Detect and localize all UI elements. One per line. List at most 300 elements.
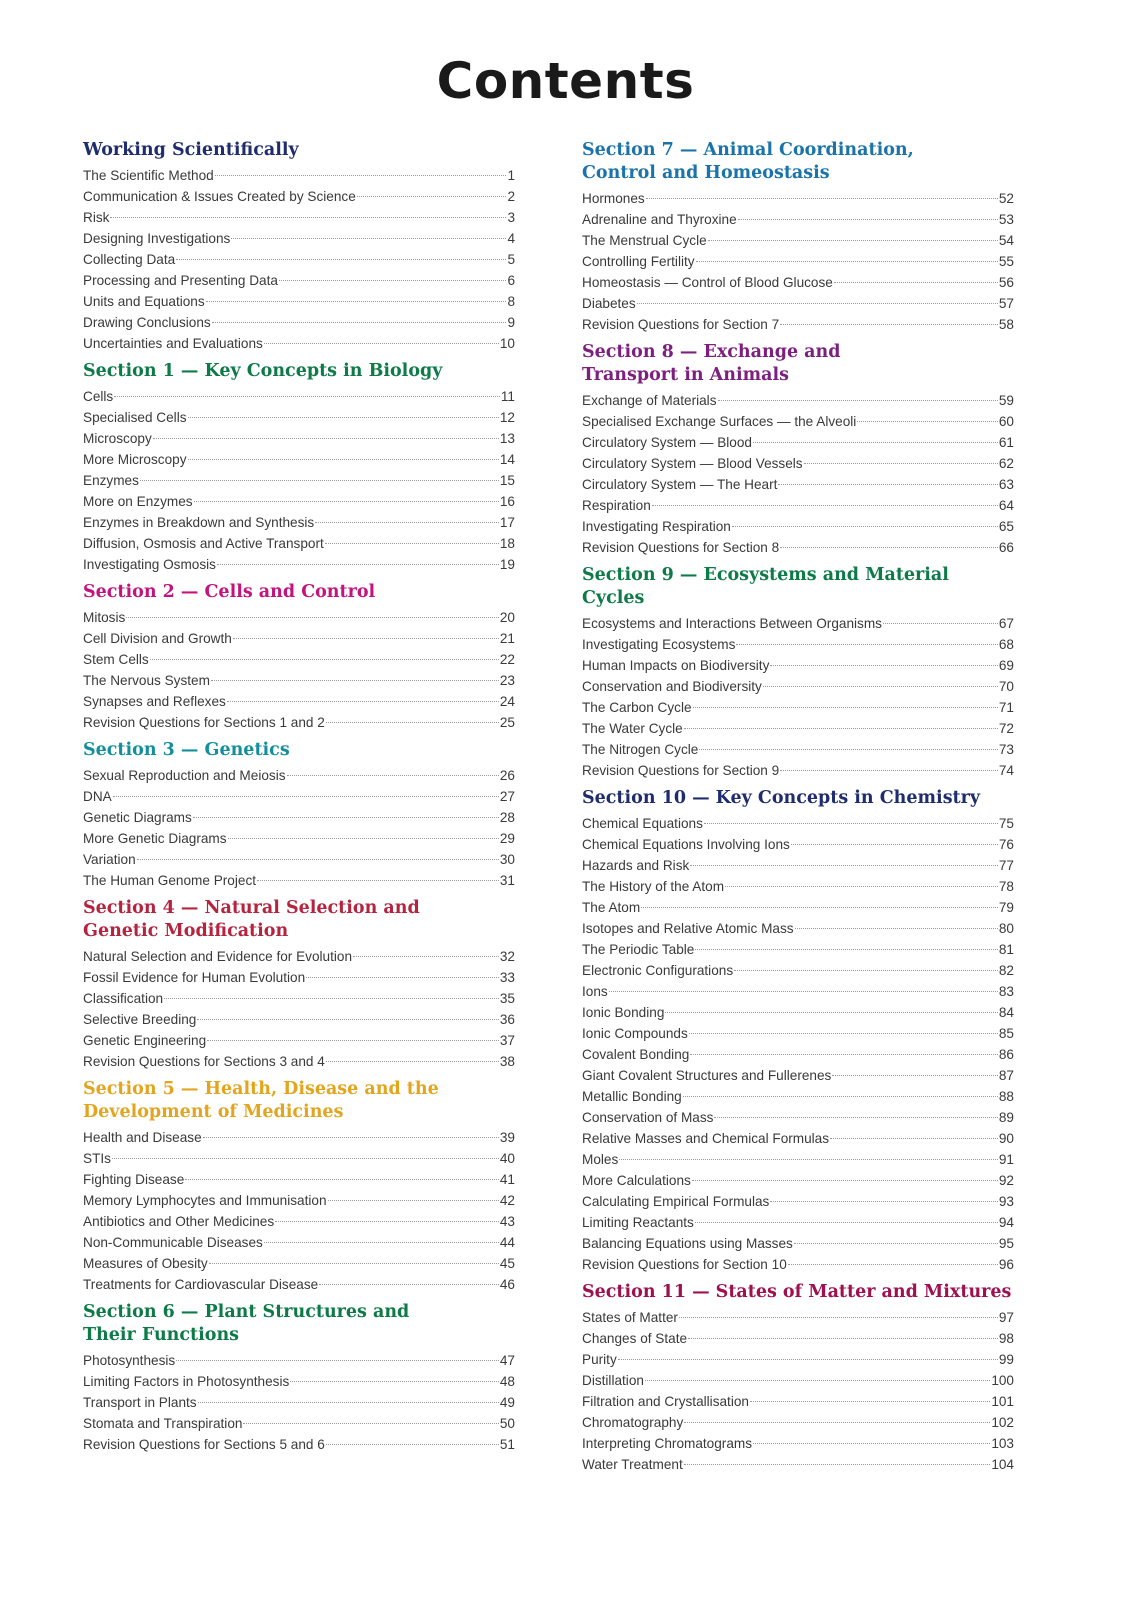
dot-leader bbox=[279, 280, 506, 281]
toc-entry[interactable] bbox=[83, 186, 515, 207]
toc-entry[interactable] bbox=[582, 1454, 1014, 1475]
dot-leader bbox=[753, 442, 998, 443]
toc-entry-title: Ions bbox=[582, 984, 608, 999]
toc-entry[interactable] bbox=[582, 1044, 1014, 1065]
toc-entry[interactable] bbox=[83, 249, 515, 270]
toc-entry-page-number: 36 bbox=[499, 1012, 515, 1027]
toc-entry[interactable] bbox=[83, 1051, 515, 1072]
toc-entry-page-number: 17 bbox=[499, 515, 515, 530]
toc-entry[interactable] bbox=[83, 849, 515, 870]
dot-leader bbox=[315, 522, 499, 523]
toc-entry-title: Mitosis bbox=[83, 610, 126, 625]
dot-leader bbox=[212, 322, 507, 323]
toc-entry-title: Revision Questions for Sections 5 and 6 bbox=[83, 1437, 325, 1452]
toc-entry[interactable] bbox=[582, 855, 1014, 876]
dot-leader bbox=[753, 1443, 990, 1444]
dot-leader bbox=[637, 303, 998, 304]
section-heading-line: Their Functions bbox=[83, 1325, 240, 1345]
toc-entry-page-number: 12 bbox=[499, 410, 515, 425]
toc-entry-title: Interpreting Chromatograms bbox=[582, 1436, 752, 1451]
toc-entry-title: The Atom bbox=[582, 900, 641, 915]
dot-leader bbox=[176, 1360, 499, 1361]
dot-leader bbox=[684, 1464, 991, 1465]
toc-entry-page-number: 47 bbox=[499, 1353, 515, 1368]
toc-entry[interactable] bbox=[83, 386, 515, 407]
toc-entry[interactable] bbox=[83, 967, 515, 988]
toc-entry[interactable] bbox=[83, 512, 515, 533]
toc-entry-page-number: 81 bbox=[998, 942, 1014, 957]
toc-entry-page-number: 49 bbox=[499, 1395, 515, 1410]
dot-leader bbox=[688, 1338, 998, 1339]
toc-entry[interactable] bbox=[582, 537, 1014, 558]
contents-column-left bbox=[83, 139, 515, 1461]
section-heading bbox=[83, 897, 515, 943]
dot-leader bbox=[264, 1242, 499, 1243]
toc-entry-title: Sexual Reproduction and Meiosis bbox=[83, 768, 286, 783]
toc-entry[interactable] bbox=[582, 1349, 1014, 1370]
dot-leader bbox=[763, 686, 998, 687]
toc-entry-title: Limiting Reactants bbox=[582, 1215, 694, 1230]
toc-entry-page-number: 32 bbox=[499, 949, 515, 964]
toc-entry-page-number: 11 bbox=[500, 389, 515, 404]
toc-entry-title: Designing Investigations bbox=[83, 231, 231, 246]
toc-entry[interactable] bbox=[582, 1002, 1014, 1023]
toc-entry[interactable] bbox=[83, 1211, 515, 1232]
toc-entry[interactable] bbox=[83, 712, 515, 733]
toc-entry-title: Isotopes and Relative Atomic Mass bbox=[582, 921, 794, 936]
toc-entry[interactable] bbox=[582, 676, 1014, 697]
section-heading bbox=[582, 1281, 1014, 1304]
toc-entry-title: DNA bbox=[83, 789, 112, 804]
dot-leader bbox=[326, 1444, 499, 1445]
toc-section-section-5 bbox=[83, 1078, 515, 1295]
toc-entry[interactable] bbox=[83, 291, 515, 312]
dot-leader bbox=[164, 998, 499, 999]
toc-section-section-3 bbox=[83, 739, 515, 891]
toc-entry-title: Measures of Obesity bbox=[83, 1256, 208, 1271]
toc-entry-page-number: 76 bbox=[998, 837, 1014, 852]
toc-entry-page-number: 87 bbox=[998, 1068, 1014, 1083]
toc-section-section-4 bbox=[83, 897, 515, 1072]
toc-entry[interactable] bbox=[83, 807, 515, 828]
toc-entry[interactable] bbox=[582, 230, 1014, 251]
toc-entry-title: Revision Questions for Section 7 bbox=[582, 317, 780, 332]
dot-leader bbox=[328, 1200, 499, 1201]
toc-entry[interactable] bbox=[83, 1127, 515, 1148]
toc-entry[interactable] bbox=[582, 1433, 1014, 1454]
toc-entry[interactable] bbox=[83, 765, 515, 786]
toc-entry[interactable] bbox=[83, 270, 515, 291]
dot-leader bbox=[689, 1033, 998, 1034]
toc-entry[interactable] bbox=[83, 554, 515, 575]
toc-entry-page-number: 89 bbox=[998, 1110, 1014, 1125]
toc-entry[interactable] bbox=[83, 1009, 515, 1030]
dot-leader bbox=[217, 564, 499, 565]
toc-entry[interactable] bbox=[582, 1128, 1014, 1149]
toc-entry-title: Ionic Bonding bbox=[582, 1005, 665, 1020]
toc-entry-page-number: 29 bbox=[499, 831, 515, 846]
toc-entry-title: Investigating Osmosis bbox=[83, 557, 216, 572]
section-heading-line: Section 2 — Cells and Control bbox=[83, 582, 376, 602]
toc-entry[interactable] bbox=[582, 272, 1014, 293]
toc-section-section-11 bbox=[582, 1281, 1014, 1475]
dot-leader bbox=[185, 1179, 499, 1180]
toc-entry[interactable] bbox=[582, 390, 1014, 411]
dot-leader bbox=[645, 1380, 990, 1381]
toc-entry-page-number: 53 bbox=[998, 212, 1014, 227]
toc-section-section-10 bbox=[582, 787, 1014, 1275]
dot-leader bbox=[193, 817, 499, 818]
toc-entry-title: Human Impacts on Biodiversity bbox=[582, 658, 770, 673]
toc-entry-page-number: 6 bbox=[507, 273, 515, 288]
dot-leader bbox=[290, 1381, 499, 1382]
toc-entry-page-number: 3 bbox=[507, 210, 515, 225]
toc-entry[interactable] bbox=[83, 670, 515, 691]
dot-leader bbox=[619, 1159, 998, 1160]
toc-entry-title: Chromatography bbox=[582, 1415, 684, 1430]
section-heading-line: Development of Medicines bbox=[83, 1102, 344, 1122]
toc-entry-page-number: 9 bbox=[507, 315, 515, 330]
section-heading-line: Section 11 — States of Matter and Mixtures bbox=[582, 1282, 1012, 1302]
toc-entry-page-number: 51 bbox=[499, 1437, 515, 1452]
toc-entry[interactable] bbox=[83, 828, 515, 849]
dot-leader bbox=[257, 880, 499, 881]
toc-entry[interactable] bbox=[582, 209, 1014, 230]
dot-leader bbox=[243, 1423, 498, 1424]
toc-entry[interactable] bbox=[83, 533, 515, 554]
toc-entry[interactable] bbox=[83, 491, 515, 512]
toc-entry-page-number: 82 bbox=[998, 963, 1014, 978]
dot-leader bbox=[112, 1158, 499, 1159]
section-heading-line: Genetic Modification bbox=[83, 921, 289, 941]
section-heading-line: Section 3 — Genetics bbox=[83, 740, 290, 760]
toc-entry[interactable] bbox=[582, 1370, 1014, 1391]
toc-entry[interactable] bbox=[83, 870, 515, 891]
toc-entry-page-number: 24 bbox=[499, 694, 515, 709]
dot-leader bbox=[804, 463, 998, 464]
toc-entry[interactable] bbox=[582, 293, 1014, 314]
toc-entry[interactable] bbox=[582, 314, 1014, 335]
toc-entry-page-number: 33 bbox=[499, 970, 515, 985]
toc-entry[interactable] bbox=[582, 495, 1014, 516]
toc-entry[interactable] bbox=[582, 1149, 1014, 1170]
toc-entry[interactable] bbox=[582, 718, 1014, 739]
toc-entry[interactable] bbox=[83, 312, 515, 333]
toc-entry[interactable] bbox=[83, 1030, 515, 1051]
dot-leader bbox=[734, 970, 998, 971]
toc-entry-page-number: 98 bbox=[998, 1331, 1014, 1346]
toc-entry-page-number: 19 bbox=[499, 557, 515, 572]
toc-entry[interactable] bbox=[582, 1086, 1014, 1107]
section-heading bbox=[83, 139, 515, 162]
toc-entry[interactable] bbox=[582, 613, 1014, 634]
section-heading-line: Working Scientifically bbox=[83, 140, 299, 160]
toc-entry-title: Conservation of Mass bbox=[582, 1110, 714, 1125]
toc-entry[interactable] bbox=[582, 1233, 1014, 1254]
section-heading-line: Section 7 — Animal Coordination, bbox=[582, 140, 914, 160]
dot-leader bbox=[679, 1317, 998, 1318]
toc-entry-page-number: 101 bbox=[991, 1394, 1014, 1409]
toc-section-section-9 bbox=[582, 564, 1014, 781]
toc-entry[interactable] bbox=[582, 739, 1014, 760]
toc-entry[interactable] bbox=[83, 333, 515, 354]
toc-entry[interactable] bbox=[83, 946, 515, 967]
toc-entry[interactable] bbox=[582, 474, 1014, 495]
toc-section-working-scientifically bbox=[83, 139, 515, 354]
toc-entry-page-number: 90 bbox=[998, 1131, 1014, 1146]
dot-leader bbox=[830, 1138, 998, 1139]
toc-entry-page-number: 10 bbox=[499, 336, 515, 351]
toc-entry[interactable] bbox=[83, 1392, 515, 1413]
toc-entry-title: States of Matter bbox=[582, 1310, 678, 1325]
toc-entry-page-number: 103 bbox=[991, 1436, 1014, 1451]
toc-entry[interactable] bbox=[582, 1065, 1014, 1086]
toc-entry-title: Changes of State bbox=[582, 1331, 688, 1346]
toc-entry-title: Non-Communicable Diseases bbox=[83, 1235, 263, 1250]
toc-entry-title: Homeostasis — Control of Blood Glucose bbox=[582, 275, 833, 290]
toc-entry-page-number: 93 bbox=[998, 1194, 1014, 1209]
dot-leader bbox=[198, 1402, 499, 1403]
dot-leader bbox=[725, 886, 998, 887]
dot-leader bbox=[233, 638, 499, 639]
toc-entry[interactable] bbox=[582, 1107, 1014, 1128]
toc-entry-page-number: 31 bbox=[499, 873, 515, 888]
toc-entry-title: The Menstrual Cycle bbox=[582, 233, 707, 248]
toc-entry-page-number: 38 bbox=[499, 1054, 515, 1069]
toc-entry-page-number: 61 bbox=[998, 435, 1014, 450]
dot-leader bbox=[738, 219, 998, 220]
toc-entry-page-number: 40 bbox=[499, 1151, 515, 1166]
toc-entry[interactable] bbox=[83, 165, 515, 186]
toc-entry[interactable] bbox=[582, 188, 1014, 209]
dot-leader bbox=[641, 907, 998, 908]
toc-entry[interactable] bbox=[83, 1371, 515, 1392]
toc-entry-page-number: 100 bbox=[991, 1373, 1014, 1388]
toc-entry[interactable] bbox=[582, 1191, 1014, 1212]
section-heading-line: Section 8 — Exchange and bbox=[582, 342, 841, 362]
toc-entry-page-number: 27 bbox=[499, 789, 515, 804]
toc-entry[interactable] bbox=[83, 428, 515, 449]
dot-leader bbox=[857, 421, 998, 422]
toc-entry[interactable] bbox=[83, 449, 515, 470]
toc-entry-title: The Carbon Cycle bbox=[582, 700, 692, 715]
toc-entry-page-number: 39 bbox=[499, 1130, 515, 1145]
toc-entry[interactable] bbox=[83, 988, 515, 1009]
toc-entry[interactable] bbox=[582, 634, 1014, 655]
toc-entry[interactable] bbox=[83, 1413, 515, 1434]
toc-section-section-1 bbox=[83, 360, 515, 575]
toc-entry-page-number: 50 bbox=[499, 1416, 515, 1431]
toc-entry-page-number: 5 bbox=[507, 252, 515, 267]
toc-entry[interactable] bbox=[582, 516, 1014, 537]
toc-entry[interactable] bbox=[582, 1023, 1014, 1044]
toc-entry[interactable] bbox=[582, 1307, 1014, 1328]
toc-entry-title: Fighting Disease bbox=[83, 1172, 185, 1187]
section-heading bbox=[582, 787, 1014, 810]
toc-entry-page-number: 86 bbox=[998, 1047, 1014, 1062]
toc-entry-page-number: 28 bbox=[499, 810, 515, 825]
dot-leader bbox=[834, 282, 998, 283]
toc-entry-page-number: 35 bbox=[499, 991, 515, 1006]
toc-entry-title: Drawing Conclusions bbox=[83, 315, 211, 330]
dot-leader bbox=[150, 659, 499, 660]
toc-entry[interactable] bbox=[582, 1391, 1014, 1412]
toc-entry-page-number: 83 bbox=[998, 984, 1014, 999]
dot-leader bbox=[794, 1243, 998, 1244]
toc-entry-title: Diabetes bbox=[582, 296, 636, 311]
dot-leader bbox=[264, 343, 499, 344]
toc-entry[interactable] bbox=[582, 760, 1014, 781]
toc-entry[interactable] bbox=[83, 649, 515, 670]
section-heading bbox=[83, 360, 515, 383]
dot-leader bbox=[228, 838, 499, 839]
toc-entry-page-number: 96 bbox=[998, 1257, 1014, 1272]
toc-entry[interactable] bbox=[582, 834, 1014, 855]
toc-entry-title: Hormones bbox=[582, 191, 645, 206]
dot-leader bbox=[209, 1263, 499, 1264]
toc-entry[interactable] bbox=[582, 918, 1014, 939]
dot-leader bbox=[770, 665, 998, 666]
toc-entry[interactable] bbox=[83, 1169, 515, 1190]
section-heading-line: Section 10 — Key Concepts in Chemistry bbox=[582, 788, 981, 808]
toc-entry-title: The Human Genome Project bbox=[83, 873, 257, 888]
toc-entry[interactable] bbox=[582, 939, 1014, 960]
toc-entry[interactable] bbox=[83, 407, 515, 428]
dot-leader bbox=[137, 859, 499, 860]
toc-entry-title: Purity bbox=[582, 1352, 617, 1367]
toc-entry-page-number: 14 bbox=[499, 452, 515, 467]
toc-entry-page-number: 4 bbox=[507, 231, 515, 246]
toc-entry-title: Cell Division and Growth bbox=[83, 631, 232, 646]
toc-entry[interactable] bbox=[83, 1253, 515, 1274]
toc-entry-page-number: 13 bbox=[499, 431, 515, 446]
toc-entry[interactable] bbox=[582, 251, 1014, 272]
toc-entry-page-number: 67 bbox=[998, 616, 1014, 631]
dot-leader bbox=[795, 928, 998, 929]
toc-entry[interactable] bbox=[582, 1212, 1014, 1233]
toc-entry-title: Controlling Fertility bbox=[582, 254, 695, 269]
contents-column-right bbox=[582, 139, 1014, 1481]
toc-entry-title: Treatments for Cardiovascular Disease bbox=[83, 1277, 319, 1292]
toc-entry[interactable] bbox=[582, 1170, 1014, 1191]
toc-entry[interactable] bbox=[83, 228, 515, 249]
dot-leader bbox=[203, 1137, 499, 1138]
toc-entry[interactable] bbox=[83, 1434, 515, 1455]
dot-leader bbox=[690, 865, 998, 866]
dot-leader bbox=[326, 1061, 499, 1062]
toc-entry[interactable] bbox=[582, 1328, 1014, 1349]
toc-entry[interactable] bbox=[83, 1274, 515, 1295]
toc-entry[interactable] bbox=[582, 655, 1014, 676]
toc-entry-page-number: 80 bbox=[998, 921, 1014, 936]
toc-entry[interactable] bbox=[582, 697, 1014, 718]
toc-entry[interactable] bbox=[83, 207, 515, 228]
toc-entry-title: STIs bbox=[83, 1151, 111, 1166]
toc-entry[interactable] bbox=[582, 411, 1014, 432]
dot-leader bbox=[665, 1012, 997, 1013]
toc-entry-page-number: 59 bbox=[998, 393, 1014, 408]
toc-entry[interactable] bbox=[83, 1190, 515, 1211]
section-heading-line: Control and Homeostasis bbox=[582, 163, 830, 183]
toc-entry-title: Calculating Empirical Formulas bbox=[582, 1194, 770, 1209]
toc-entry[interactable] bbox=[83, 1232, 515, 1253]
toc-entry-page-number: 1 bbox=[507, 168, 515, 183]
toc-entry-title: Giant Covalent Structures and Fullerenes bbox=[582, 1068, 832, 1083]
toc-entry-title: Balancing Equations using Masses bbox=[582, 1236, 793, 1251]
toc-entry-title: Relative Masses and Chemical Formulas bbox=[582, 1131, 830, 1146]
section-heading-line: Section 4 — Natural Selection and bbox=[83, 898, 420, 918]
toc-entry-page-number: 2 bbox=[507, 189, 515, 204]
toc-entry-title: More Genetic Diagrams bbox=[83, 831, 227, 846]
toc-entry[interactable] bbox=[582, 813, 1014, 834]
toc-entry-title: Exchange of Materials bbox=[582, 393, 717, 408]
dot-leader bbox=[231, 238, 506, 239]
toc-entry-title: Photosynthesis bbox=[83, 1353, 176, 1368]
dot-leader bbox=[832, 1075, 998, 1076]
toc-entry-page-number: 57 bbox=[998, 296, 1014, 311]
page-title: Contents bbox=[436, 52, 695, 110]
toc-entry-page-number: 94 bbox=[998, 1215, 1014, 1230]
toc-entry-title: Genetic Diagrams bbox=[83, 810, 192, 825]
toc-entry-title: Limiting Factors in Photosynthesis bbox=[83, 1374, 290, 1389]
section-heading bbox=[582, 139, 1014, 185]
toc-entry[interactable] bbox=[582, 453, 1014, 474]
toc-entry[interactable] bbox=[582, 897, 1014, 918]
toc-entry-page-number: 72 bbox=[998, 721, 1014, 736]
toc-entry[interactable] bbox=[582, 876, 1014, 897]
toc-entry[interactable] bbox=[582, 1412, 1014, 1433]
toc-section-section-7 bbox=[582, 139, 1014, 335]
section-heading bbox=[83, 1078, 515, 1124]
toc-entry[interactable] bbox=[83, 786, 515, 807]
toc-entry-title: More Calculations bbox=[582, 1173, 691, 1188]
toc-entry-page-number: 54 bbox=[998, 233, 1014, 248]
toc-entry-page-number: 52 bbox=[998, 191, 1014, 206]
dot-leader bbox=[788, 1264, 998, 1265]
dot-leader bbox=[215, 175, 507, 176]
dot-leader bbox=[780, 770, 998, 771]
dot-leader bbox=[699, 749, 998, 750]
dot-leader bbox=[736, 644, 998, 645]
toc-entry-page-number: 85 bbox=[998, 1026, 1014, 1041]
toc-entry-title: Selective Breeding bbox=[83, 1012, 197, 1027]
dot-leader bbox=[683, 1096, 998, 1097]
toc-entry-page-number: 68 bbox=[998, 637, 1014, 652]
toc-entry[interactable] bbox=[83, 628, 515, 649]
toc-entry-page-number: 91 bbox=[998, 1152, 1014, 1167]
toc-entry-page-number: 66 bbox=[998, 540, 1014, 555]
toc-entry[interactable] bbox=[83, 1148, 515, 1169]
toc-entry[interactable] bbox=[83, 1350, 515, 1371]
toc-entry[interactable] bbox=[83, 691, 515, 712]
toc-entry[interactable] bbox=[83, 607, 515, 628]
toc-entry-page-number: 15 bbox=[499, 473, 515, 488]
toc-entry-page-number: 104 bbox=[991, 1457, 1014, 1472]
toc-entry[interactable] bbox=[83, 470, 515, 491]
toc-entry-title: The History of the Atom bbox=[582, 879, 725, 894]
dot-leader bbox=[306, 977, 499, 978]
toc-entry[interactable] bbox=[582, 981, 1014, 1002]
toc-entry-page-number: 102 bbox=[991, 1415, 1014, 1430]
toc-entry[interactable] bbox=[582, 960, 1014, 981]
toc-entry-page-number: 70 bbox=[998, 679, 1014, 694]
dot-leader bbox=[695, 1222, 998, 1223]
toc-entry[interactable] bbox=[582, 432, 1014, 453]
toc-entry-page-number: 43 bbox=[499, 1214, 515, 1229]
toc-entry-title: Genetic Engineering bbox=[83, 1033, 207, 1048]
section-heading bbox=[83, 1301, 515, 1347]
toc-entry[interactable] bbox=[582, 1254, 1014, 1275]
